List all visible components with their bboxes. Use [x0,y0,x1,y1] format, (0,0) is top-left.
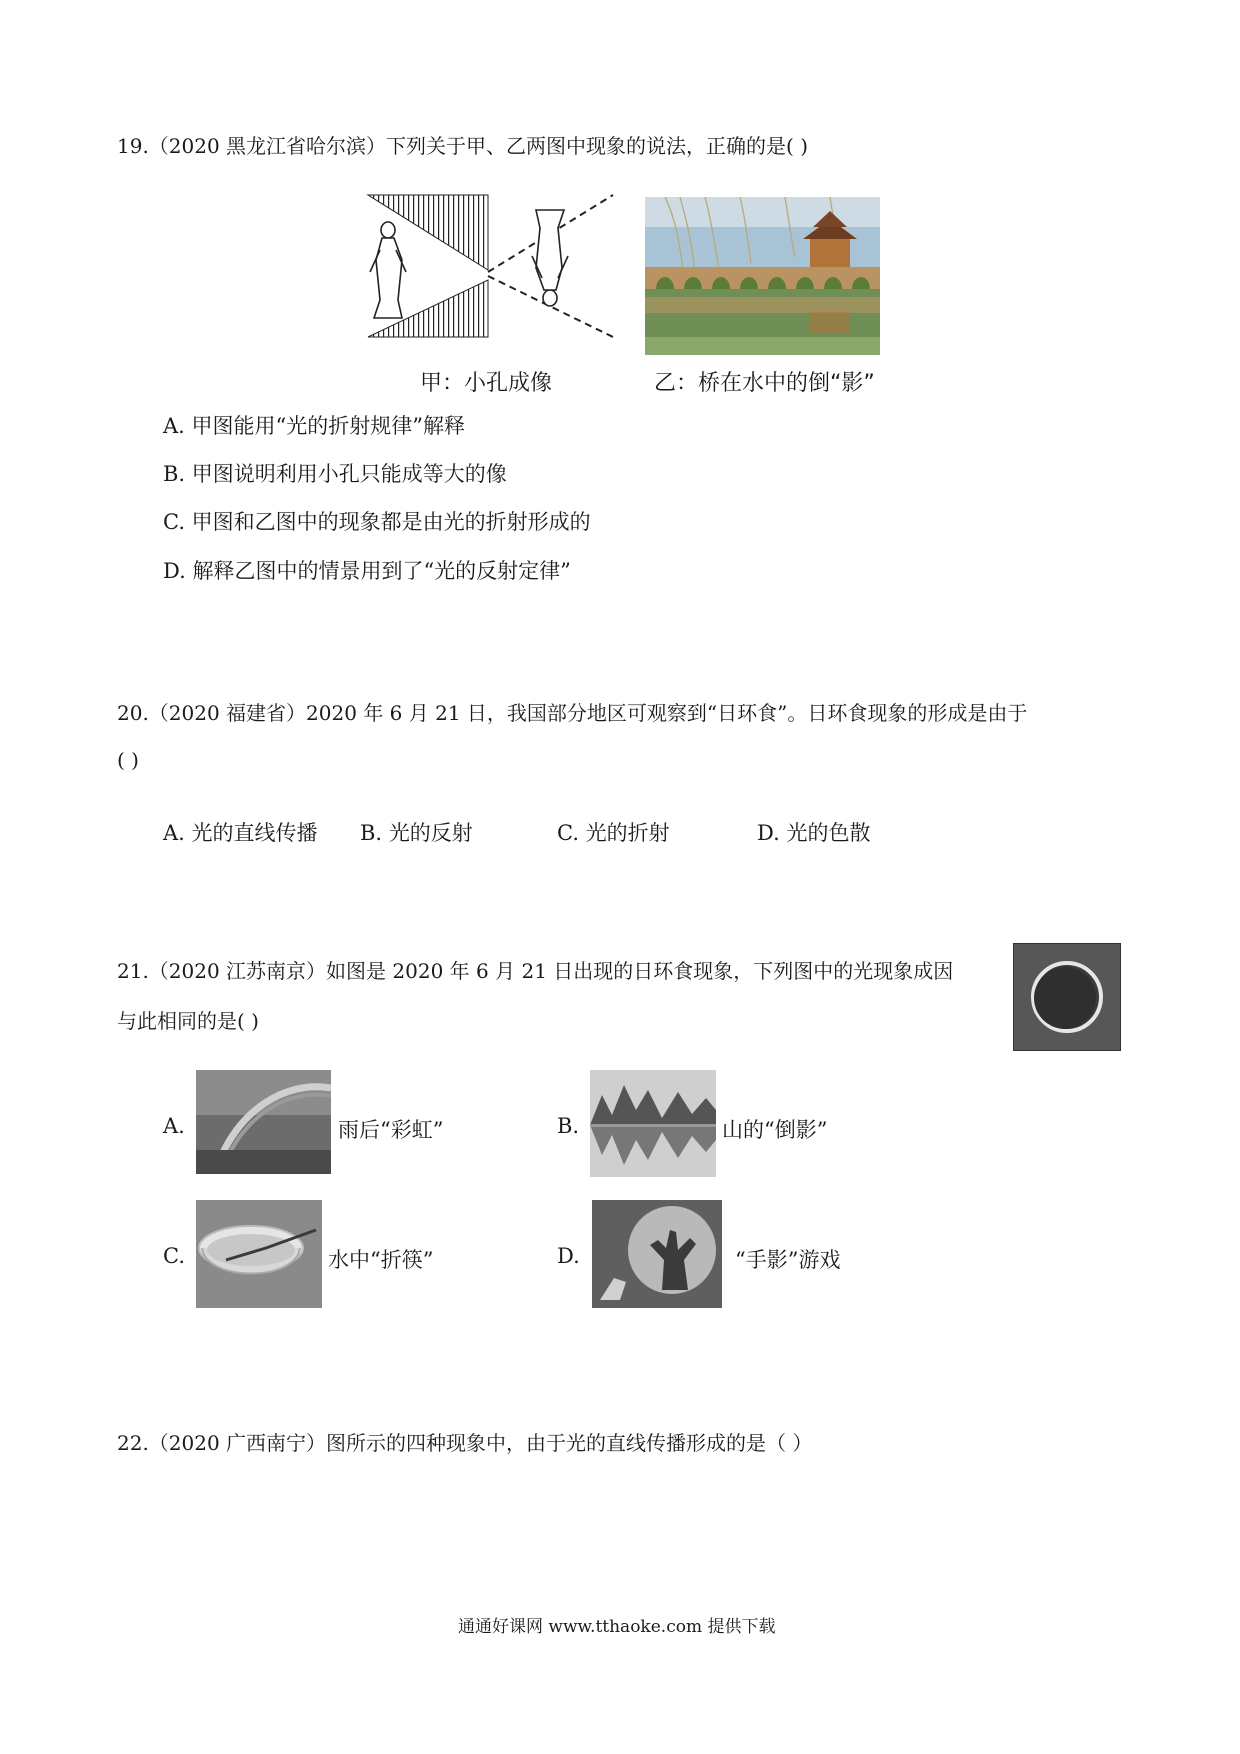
q21-option-c-letter: C. [163,1244,185,1268]
q21-option-a-letter: A. [163,1114,185,1138]
q21-option-c-label: 水中“折筷” [328,1248,434,1272]
q19-stem: 19.（2020 黑龙江省哈尔滨）下列关于甲、乙两图中现象的说法，正确的是( ) [117,134,809,158]
mountain-reflection-photo [590,1070,716,1177]
q21-stem-line1: 21.（2020 江苏南京）如图是 2020 年 6 月 21 日出现的日环食现象，下列图中的光现象成因 [117,959,954,983]
q19-option-d: D. 解释乙图中的情景用到了“光的反射定律” [163,559,571,583]
footer-source: 通通好课网 www.tthaoke.com 提供下载 [458,1617,776,1637]
q20-stem-line2: ( ) [117,748,139,772]
q21-option-d-letter: D. [557,1244,580,1268]
annular-eclipse-photo [1013,943,1121,1051]
q19-option-c: C. 甲图和乙图中的现象都是由光的折射形成的 [163,510,591,534]
q21-option-d-label: “手影”游戏 [735,1248,841,1272]
caption-jia: 甲：小孔成像 [420,371,553,396]
q21-option-b-letter: B. [557,1114,580,1138]
bent-chopsticks-photo [196,1200,322,1308]
q22-stem: 22.（2020 广西南宁）图所示的四种现象中，由于光的直线传播形成的是（ ） [117,1431,813,1455]
q20-stem-line1: 20.（2020 福建省）2020 年 6 月 21 日，我国部分地区可观察到“日环食”。日环食现象的形成是由于 [117,701,1028,725]
caption-yi: 乙：桥在水中的倒“影” [654,371,875,396]
pinhole-imaging-figure [358,190,628,342]
rainbow-photo [196,1070,331,1174]
q21-option-a-label: 雨后“彩虹” [338,1118,444,1142]
bridge-reflection-photo [645,197,880,355]
q19-option-a: A. 甲图能用“光的折射规律”解释 [163,414,465,438]
q20-option-a: A. 光的直线传播 [163,821,318,845]
q21-option-b-label: 山的“倒影” [722,1118,828,1142]
q20-option-b: B. 光的反射 [360,821,473,845]
q19-option-b: B. 甲图说明利用小孔只能成等大的像 [163,462,507,486]
q20-option-d: D. 光的色散 [757,821,871,845]
q20-option-c: C. 光的折射 [557,821,670,845]
q21-stem-line2: 与此相同的是( ) [117,1009,259,1033]
hand-shadow-photo [592,1200,722,1308]
